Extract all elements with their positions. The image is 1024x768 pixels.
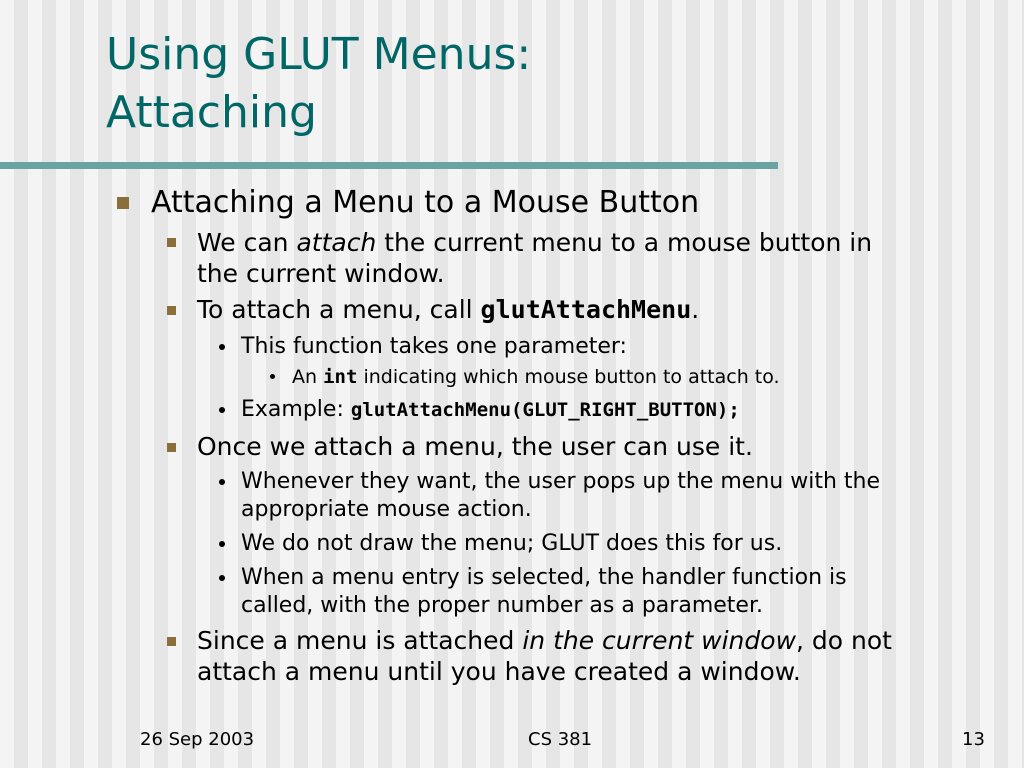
bullet-attaching-menu	[151, 184, 699, 222]
bullet-current-window	[197, 625, 892, 656]
bullet-text-emphasis: attach	[296, 228, 377, 257]
bullet-text-emphasis: in the current window	[522, 626, 797, 655]
bullet-one-parameter	[241, 333, 627, 361]
slide-title-line-1: Using GLUT Menus:	[106, 29, 532, 80]
bullet-text: attach a menu until you have created a window.	[197, 657, 801, 686]
bullet-pops-up-menu	[241, 468, 880, 496]
slide-title-line-2: Attaching	[106, 87, 317, 138]
bullet-pops-up-menu-line-2	[241, 496, 532, 524]
bullet-example	[241, 396, 740, 424]
bullet-text: Attaching a Menu to a Mouse Button	[151, 185, 700, 220]
bullet-handler-called	[241, 564, 847, 592]
bullet-text: Whenever they want, the user pops up the menu with the	[241, 469, 880, 494]
bullet-text-pre: We can	[197, 228, 297, 257]
square-bullet-icon	[117, 197, 129, 209]
bullet-text-post: .	[691, 295, 700, 324]
bullet-we-can-attach	[197, 227, 872, 258]
footer-date: 26 Sep 2003	[140, 729, 255, 750]
bullet-text: Once we attach a menu, the user can use it.	[197, 432, 753, 461]
code-int: int	[323, 366, 358, 388]
code-glutattachmenu: glutAttachMenu	[480, 295, 692, 324]
bullet-to-attach	[197, 294, 699, 325]
bullet-text-pre: Example:	[241, 397, 351, 422]
bullet-text-post: indicating which mouse button to attach to.	[357, 366, 780, 388]
square-bullet-icon	[167, 443, 176, 452]
round-bullet-icon	[219, 575, 225, 581]
bullet-once-attached	[197, 431, 753, 462]
square-bullet-icon	[167, 306, 176, 315]
square-bullet-icon	[167, 637, 176, 646]
bullet-text: appropriate mouse action.	[241, 497, 532, 522]
round-bullet-icon	[219, 344, 225, 350]
bullet-text: We do not draw the menu; GLUT does this for us.	[241, 531, 783, 556]
round-bullet-icon	[219, 407, 225, 413]
bullet-text: the current window.	[197, 259, 445, 288]
bullet-text-post: the current menu to a mouse button in	[376, 228, 873, 257]
footer-course: CS 381	[528, 729, 593, 750]
footer-page-number: 13	[962, 729, 985, 750]
square-bullet-icon	[167, 238, 176, 247]
bullet-text: This function takes one parameter:	[241, 334, 627, 359]
bullet-text-post: , do not	[796, 626, 892, 655]
code-example-call: glutAttachMenu(GLUT_RIGHT_BUTTON);	[350, 399, 740, 421]
round-bullet-icon	[219, 479, 225, 485]
title-divider	[0, 162, 778, 169]
bullet-text: When a menu entry is selected, the handler function is	[241, 565, 847, 590]
bullet-int-parameter	[292, 365, 780, 389]
bullet-glut-draws-menu	[241, 530, 782, 558]
bullet-text-pre: Since a menu is attached	[197, 626, 523, 655]
bullet-handler-called-line-2	[241, 592, 763, 620]
bullet-we-can-attach-line-2	[197, 258, 445, 289]
bullet-current-window-line-2	[197, 656, 801, 687]
slide-title	[106, 26, 531, 142]
bullet-text: called, with the proper number as a parameter.	[241, 593, 763, 618]
bullet-text-pre: To attach a menu, call	[197, 295, 481, 324]
bullet-text-pre: An	[292, 366, 324, 388]
round-bullet-icon	[270, 374, 275, 379]
round-bullet-icon	[219, 541, 225, 547]
